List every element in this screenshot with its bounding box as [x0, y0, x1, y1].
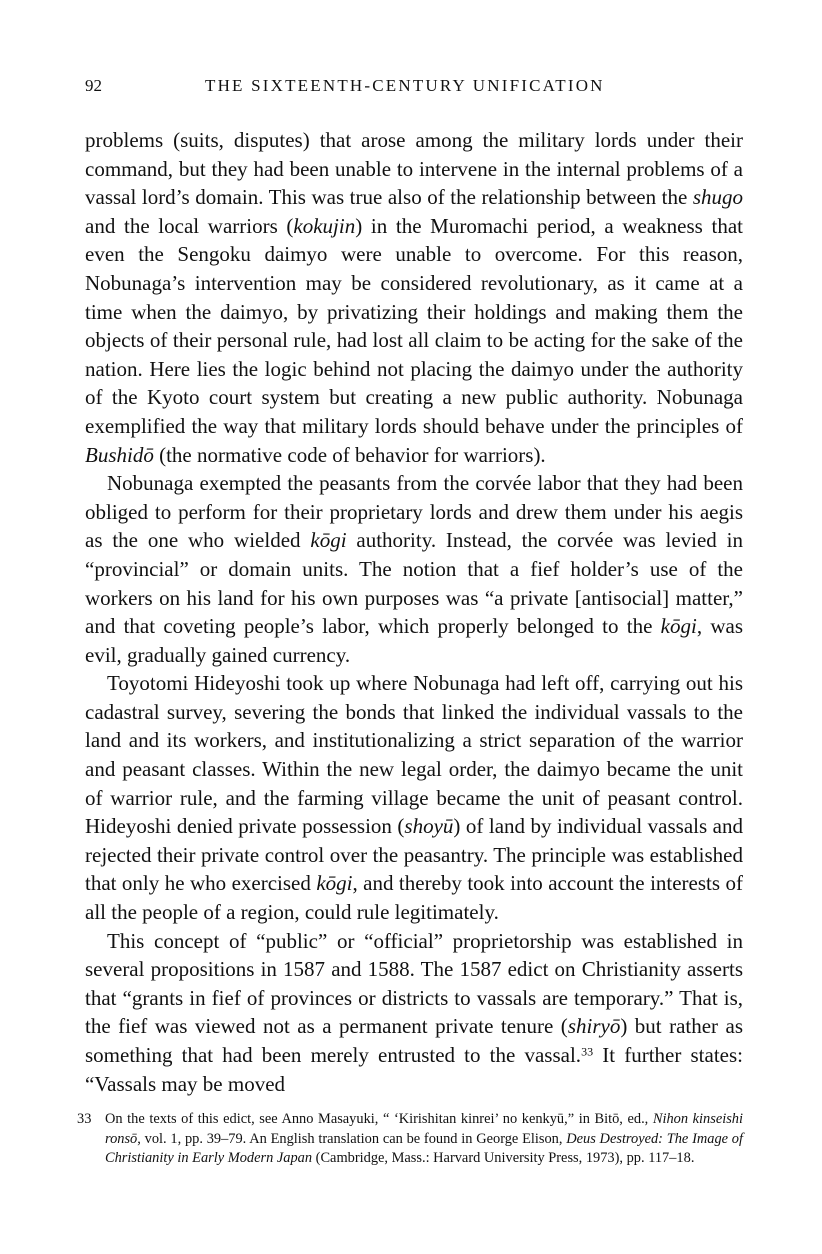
text-run: ) but rather as something that had been merely entrusted to the vassal. [85, 1014, 743, 1067]
italic-term: Bushidō [85, 442, 154, 467]
text-run: , vol. 1, pp. 39–79. An English translation can be found in George Elison, [137, 1130, 567, 1147]
footnote [77, 1110, 743, 1169]
paragraph [85, 469, 743, 669]
book-page [77, 70, 743, 1169]
italic-term: Deus Destroyed: The Image of Christianity in Early Modern Japan [105, 1130, 743, 1167]
text-run: (Cambridge, Mass.: Harvard University Press, 1973), pp. 117–18. [312, 1150, 695, 1167]
text-run: (the normative code of behavior for warriors). [153, 442, 546, 467]
footnote-number: 33 [77, 1111, 92, 1128]
text-run: Nobunaga exempted the peasants from the corvée labor that they had been obliged to perform for their proprietary lords and drew them under his aegis as the one who wielded [85, 471, 743, 553]
text-run: On the texts of this edict, see Anno Masayuki, “ ‘Kirishitan kinrei’ no kenkyū,” in Bitō, ed., [105, 1111, 653, 1128]
italic-term: shugo [692, 185, 743, 210]
text-run: Toyotomi Hideyoshi took up where Nobunaga had left off, carrying out his cadastral survey, severing the bonds that linked the individual vassals to the land and its workers, and institutionalizing a strict separation of the warrior and peasant classes. Within the new legal order, the daimyo became the unit of warrior rule, and the farming village became the unit of peasant control. Hideyoshi denied private possession ( [85, 671, 743, 839]
paragraph [85, 669, 743, 926]
footnote-reference: 33 [581, 1044, 594, 1059]
italic-term: shoyū [404, 814, 454, 839]
italic-term: kōgi [310, 528, 347, 553]
italic-term: kokujin [293, 213, 356, 238]
text-run: ) in the Muromachi period, a weakness that even the Sengoku daimyo were unable to overcome. For this reason, Nobunaga’s intervention may be considered revolutionary, as it came at a time when the daimyo, by privatizing their holdings and making them the objects of their personal rule, had lost all claim to be acting for the sake of the nation. Here lies the logic behind not placing the daimyo under the authority of the Kyoto court system but creating a new public authority. Nobunaga exemplified the way that military lords should behave under the principles of [85, 213, 743, 438]
text-run: ) of land by individual vassals and rejected their private control over the peasantry. The principle was established that only he who exercised [85, 814, 743, 896]
text-run: problems (suits, disputes) that arose among the military lords under their command, but they had been unable to intervene in the internal problems of a vassal lord’s domain. This was true also of the relationship between the [85, 128, 743, 210]
body-text [85, 126, 743, 1098]
paragraph [85, 927, 743, 1099]
italic-term: Nihon kinseishi ronsō [105, 1111, 743, 1147]
page-number: 92 [85, 76, 102, 95]
italic-term: kōgi [660, 614, 697, 639]
paragraph [85, 126, 743, 469]
italic-term: kōgi [316, 871, 353, 896]
text-run: authority. Instead, the corvée was levied in “provincial” or domain units. The notion that a fief holder’s use of the workers on his land for his own purposes was “a private [antisocial] matter,” and that coveting people’s labor, which properly belonged to the [85, 528, 743, 639]
text-run: and the local warriors ( [85, 213, 294, 238]
footnotes [77, 1110, 743, 1169]
text-run: , and thereby took into account the interests of all the people of a region, could rule legitimately. [85, 871, 743, 925]
text-run: This concept of “public” or “official” proprietorship was established in several propositions in 1587 and 1588. The 1587 edict on Christianity asserts that “grants in fief of provinces or districts to vassals are temporary.” That is, the fief was viewed not as a permanent private tenure ( [85, 928, 743, 1039]
running-title: THE SIXTEENTH-CENTURY UNIFICATION [205, 76, 605, 95]
italic-term: shiryō [567, 1014, 621, 1039]
running-head [85, 70, 743, 100]
text-run: It further states: “Vassals may be moved [85, 1043, 743, 1096]
text-run: , was evil, gradually gained currency. [85, 614, 743, 667]
